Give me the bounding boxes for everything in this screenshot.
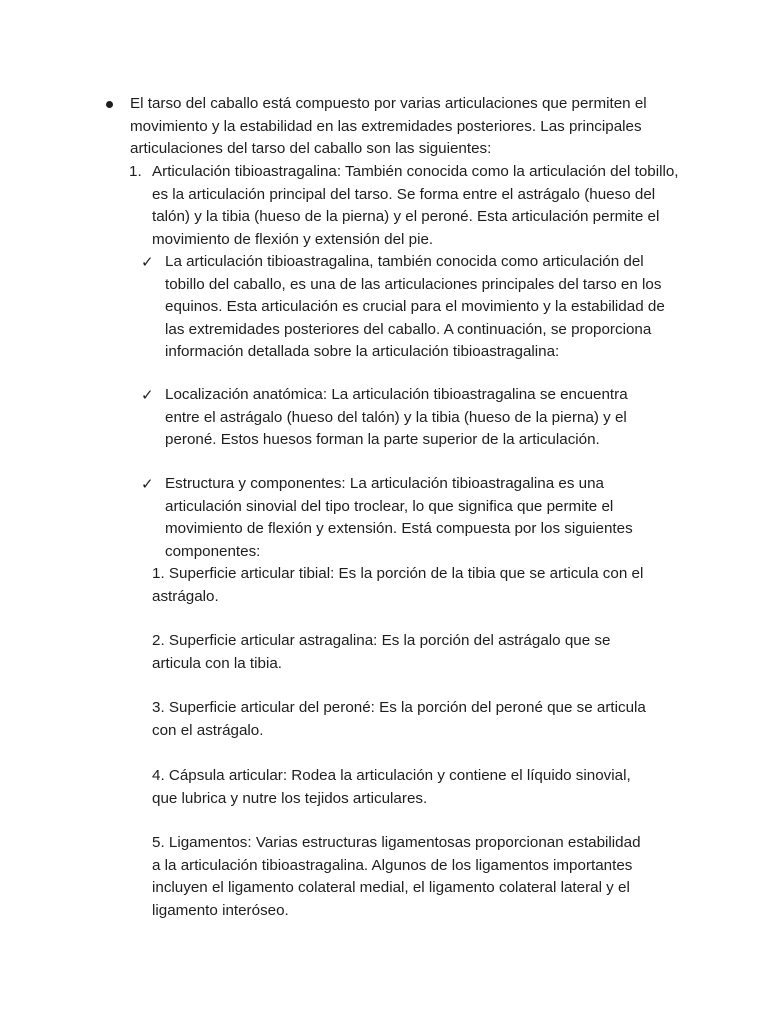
component-paragraph-1: [152, 563, 652, 608]
check-item-1: [141, 251, 665, 364]
number-marker: 1.: [129, 163, 142, 180]
checkmark-icon: ✓: [141, 475, 154, 493]
check-item-text: Localización anatómica: La articulación tibioastragalina se encuentra entre el astrágalo (hueso del talón) y la tibia (hueso de la pierna) y el peroné. Estos huesos forman la parte superior de la articulación.: [165, 386, 628, 449]
check-item-text: Estructura y componentes: La articulación tibioastragalina es una articulación sinovial del tipo troclear, lo que significa que permite el movimiento de flexión y extensión. Está compuesta por los siguientes componentes:: [165, 475, 633, 560]
checkmark-icon: ✓: [141, 253, 154, 271]
component-text: 2. Superficie articular astragalina: Es la porción del astrágalo que se articula con la tibia.: [152, 632, 611, 672]
component-paragraph-2: [152, 630, 652, 675]
intro-bullet-item: [130, 93, 690, 161]
numbered-item-1: [129, 161, 682, 251]
component-paragraph-3: [152, 697, 652, 742]
component-text: 3. Superficie articular del peroné: Es la porción del peroné que se articula con el astrágalo.: [152, 699, 646, 739]
component-paragraph-4: [152, 765, 652, 810]
check-item-text: La articulación tibioastragalina, también conocida como articulación del tobillo del caballo, es una de las articulaciones principales del tarso en los equinos. Esta articulación es crucial para el movimiento y la estabilidad de las extremidades posteriores del caballo. A continuación, se proporciona información detallada sobre la articulación tibioastragalina:: [165, 253, 665, 361]
component-text: 5. Ligamentos: Varias estructuras ligamentosas proporcionan estabilidad a la articulación tibioastragalina. Algunos de los ligamentos importantes incluyen el ligamento colateral medial, el ligamento colateral lateral y el ligamento interóseo.: [152, 834, 641, 919]
intro-text: El tarso del caballo está compuesto por varias articulaciones que permiten el movimiento y la estabilidad en las extremidades posteriores. Las principales articulaciones del tarso del caballo son las siguientes:: [130, 95, 647, 158]
checkmark-icon: ✓: [141, 386, 154, 404]
check-item-3: [141, 473, 665, 563]
numbered-item-text: Articulación tibioastragalina: También conocida como la articulación del tobillo, es la articulación principal del tarso. Se forma entre el astrágalo (hueso del talón) y la tibia (hueso de la pierna) y el peroné. Esta articulación permite el movimiento de flexión y extensión del pie.: [152, 163, 679, 248]
component-paragraph-5: [152, 832, 652, 922]
bullet-dot-icon: [106, 101, 113, 108]
component-text: 4. Cápsula articular: Rodea la articulación y contiene el líquido sinovial, que lubrica y nutre los tejidos articulares.: [152, 767, 631, 807]
component-text: 1. Superficie articular tibial: Es la porción de la tibia que se articula con el astrágalo.: [152, 565, 644, 605]
check-item-2: [141, 384, 665, 452]
